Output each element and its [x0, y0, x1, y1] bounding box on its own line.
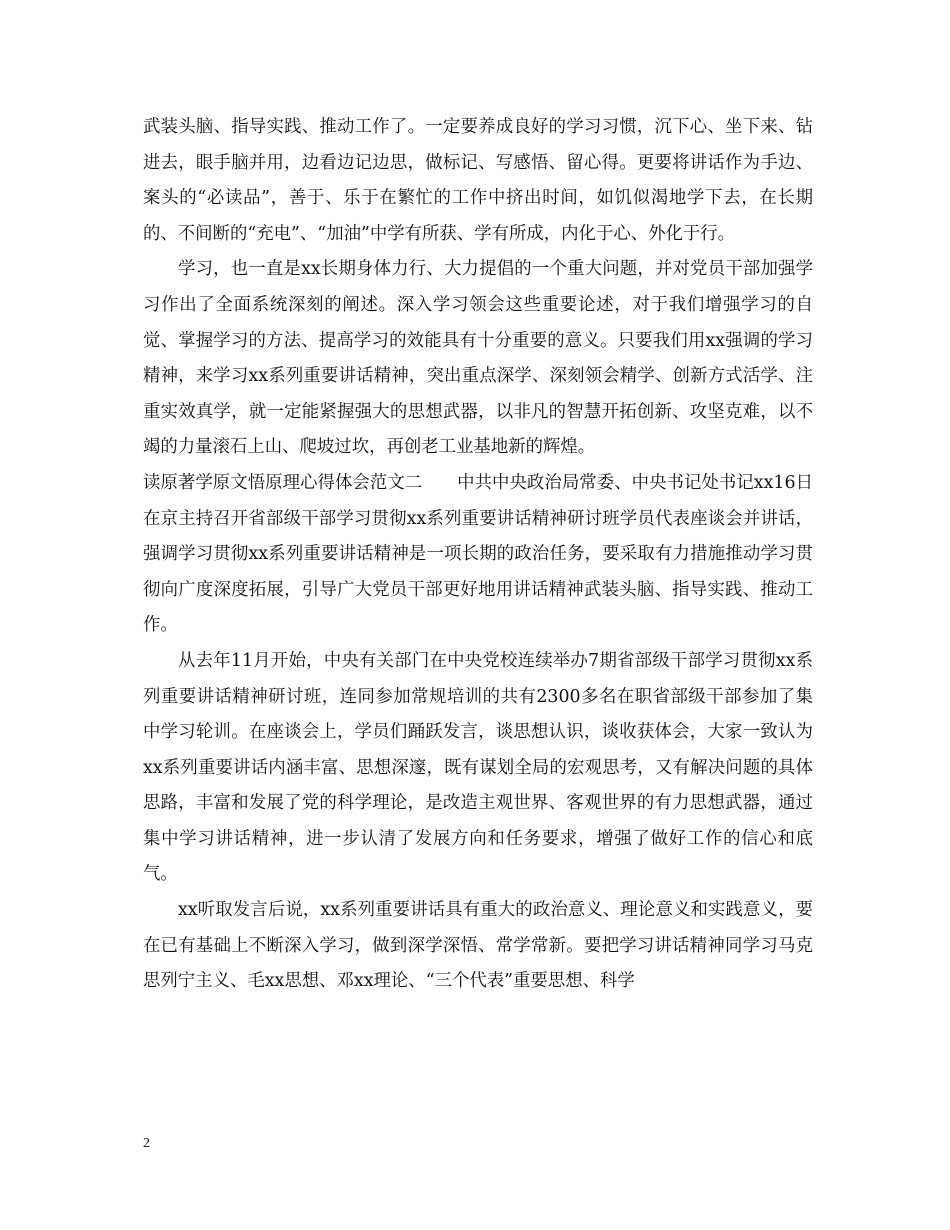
body-text [143, 110, 813, 1000]
paragraph-4: 从去年11月开始，中央有关部门在中央党校连续举办7期省部级干部学习贯彻xx系列重要讲话精神研讨班，连同参加常规培训的共有2300多名在职省部级干部参加了集中学习轮训。在座谈会上，学员们踊跃发言，谈思想认识，谈收获体会，大家一致认为xx系列重要讲话内涵丰富、思想深邃，既有谋划全局的宏观思考，又有解决问题的具体思路，丰富和发展了党的科学理论，是改造主观世界、客观世界的有力思想武器，通过集中学习讲话精神，进一步认清了发展方向和任务要求，增强了做好工作的信心和底气。 [143, 650, 813, 885]
paragraph-2: 学习，也一直是xx长期身体力行、大力提倡的一个重大问题，并对党员干部加强学习作出了全面系统深刻的阐述。深入学习领会这些重要论述，对于我们增强学习的自觉、掌握学习的方法、提高学习的效能具有十分重要的意义。只要我们用xx强调的学习精神，来学习xx系列重要讲话精神，突出重点深学、深刻领会精学、创新方式活学、注重实效真学，就一定能紧握强大的思想武器，以非凡的智慧开拓创新、攻坚克难，以不竭的力量滚石上山、爬坡过坎，再创老工业基地新的辉煌。 [143, 259, 813, 458]
page-number: 2 [143, 1136, 150, 1151]
paragraph-1: 武装头脑、指导实践、推动工作了。一定要养成良好的学习习惯，沉下心、坐下来、钻进去，眼手脑并用，边看边记边思，做标记、写感悟、留心得。更要将讲话作为手边、案头的“必读品”，善于、乐于在繁忙的工作中挤出时间，如饥似渴地学下去，在长期的、不间断的“充电”、“加油”中学有所获、学有所成，内化于心、外化于行。 [143, 117, 813, 244]
paragraph-3: 读原著学原文悟原理心得体会范文二 中共中央政治局常委、中央书记处书记xx16日在京主持召开省部级干部学习贯彻xx系列重要讲话精神研讨班学员代表座谈会并讲话，强调学习贯彻xx系列重要讲话精神是一项长期的政治任务，要采取有力措施推动学习贯彻向广度深度拓展，引导广大党员干部更好地用讲话精神武装头脑、指导实践、推动工作。 [143, 472, 813, 636]
paragraph-5: xx听取发言后说，xx系列重要讲话具有重大的政治意义、理论意义和实践意义，要在已有基础上不断深入学习，做到深学深悟、常学常新。要把学习讲话精神同学习马克思列宁主义、毛xx思想、邓xx理论、“三个代表”重要思想、科学 [143, 900, 813, 992]
